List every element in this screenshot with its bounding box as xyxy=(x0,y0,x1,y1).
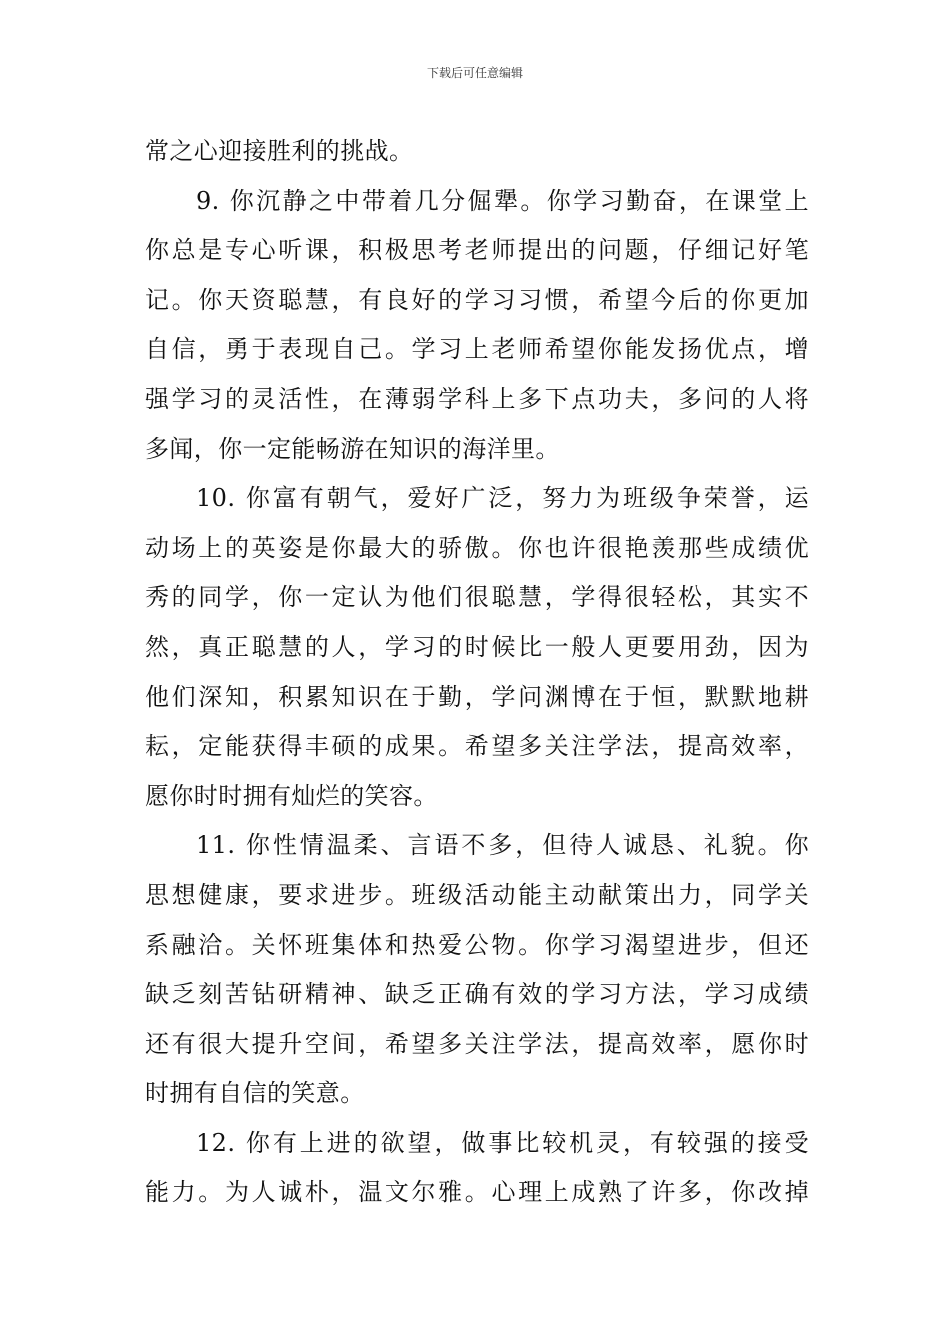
paragraph-12-start: 12. 你有上进的欲望，做事比较机灵，有较强的接受 xyxy=(196,1128,809,1157)
paragraph-11-start: 11. 你性情温柔、言语不多，但待人诚恳、礼貌。你 xyxy=(196,831,809,860)
text-line: 多闻，你一定能畅游在知识的海洋里。 xyxy=(145,434,560,463)
text-line: 缺乏刻苦钻研精神、缺乏正确有效的学习方法，学习成绩 xyxy=(145,980,809,1009)
text-line: 强学习的灵活性，在薄弱学科上多下点功夫，多问的人将 xyxy=(145,384,809,413)
page-header: 下载后可任意编辑 xyxy=(426,66,523,80)
text-line: 时拥有自信的笑意。 xyxy=(145,1079,365,1108)
paragraph-10-start: 10. 你富有朝气，爱好广泛，努力为班级争荣誉，运 xyxy=(196,484,809,513)
text-line: 记。你天资聪慧，有良好的学习习惯，希望今后的你更加 xyxy=(145,285,809,314)
text-line: 动场上的英姿是你最大的骄傲。你也许很艳羡那些成绩优 xyxy=(145,533,809,562)
text-line: 自信，勇于表现自己。学习上老师希望你能发扬优点，增 xyxy=(145,335,809,364)
text-line: 思想健康，要求进步。班级活动能主动献策出力，同学关 xyxy=(145,880,809,909)
text-line: 愿你时时拥有灿烂的笑容。 xyxy=(145,781,438,810)
text-line: 他们深知，积累知识在于勤，学问渊博在于恒，默默地耕 xyxy=(145,682,809,711)
document-body xyxy=(145,127,809,1218)
text-line: 常之心迎接胜利的挑战。 xyxy=(145,137,414,165)
text-line: 秀的同学，你一定认为他们很聪慧，学得很轻松，其实不 xyxy=(145,583,809,612)
text-line: 还有很大提升空间，希望多关注学法，提高效率，愿你时 xyxy=(145,1029,809,1058)
text-line: 然，真正聪慧的人，学习的时候比一般人更要用劲，因为 xyxy=(145,632,809,661)
text-line: 耘，定能获得丰硕的成果。希望多关注学法，提高效率， xyxy=(145,732,809,761)
text-line: 能力。为人诚朴，温文尔雅。心理上成熟了许多，你改掉 xyxy=(145,1178,809,1207)
text-line: 系融洽。关怀班集体和热爱公物。你学习渴望进步，但还 xyxy=(145,930,809,959)
paragraph-9-start: 9. 你沉静之中带着几分倔犟。你学习勤奋，在课堂上 xyxy=(196,186,809,215)
text-line: 你总是专心听课，积极思考老师提出的问题，仔细记好笔 xyxy=(145,236,809,265)
